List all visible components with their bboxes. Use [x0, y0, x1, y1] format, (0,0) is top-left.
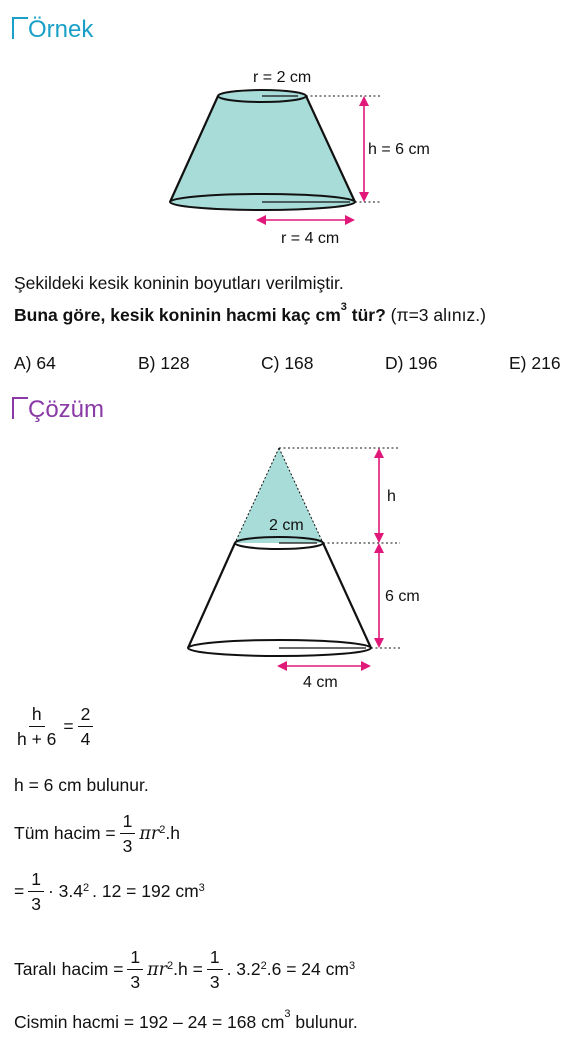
h-result: h = 6 cm bulunur.	[14, 775, 149, 795]
shaded-volume-calc: Taralı hacim = $\frac{1}{3}$ πr $^2$ .h = $\frac{1}{3}$ . 3.2 $^2$ .6 = 24 cm $^3$	[14, 947, 356, 993]
cozum-heading: Çözüm	[28, 396, 105, 423]
problem-statement: Şekildeki kesik koninin boyutları verilmiştir.	[14, 273, 344, 293]
ratio-left: $\frac{h}{h + 6}$	[17, 704, 57, 750]
h-label: h	[387, 488, 396, 505]
cozum-bracket	[12, 397, 28, 419]
mid-radius-label: 2 cm	[269, 517, 304, 534]
body-volume: Cismin hacmi = 192 – 24 = 168 $cm^3$ bulunur.	[14, 1008, 358, 1032]
cone-figure	[180, 440, 440, 695]
choice-b[interactable]: B) 128	[138, 353, 190, 373]
height-label: h = 6 cm	[368, 141, 430, 158]
frustum-figure	[150, 62, 450, 252]
ornek-heading: Örnek	[28, 16, 94, 43]
ratio-right: $\frac{2}{4}$	[78, 705, 94, 749]
bottom-radius-label: r = 4 cm	[281, 230, 340, 247]
total-volume-calc: = $\frac{1}{3}$ · 3.4 $^2$ . 12 = 192 cm $^3$	[14, 869, 205, 915]
total-volume-formula: Tüm hacim = $\frac{1}{3}$ πr $^2$ .h	[14, 811, 180, 857]
ornek-bracket	[12, 17, 28, 39]
problem-question: Buna göre, kesik koninin hacmi kaç $cm^3$ tür? (π=3 alınız.)	[14, 301, 486, 325]
choice-a[interactable]: A) 64	[14, 353, 56, 373]
ratio-equation: $\frac{h}{h + 6}$ = $\frac{2}{4}$	[14, 705, 97, 749]
choice-c[interactable]: C) 168	[261, 353, 314, 373]
choice-d[interactable]: D) 196	[385, 353, 438, 373]
choice-e[interactable]: E) 216	[509, 353, 561, 373]
bottom-radius-label: 4 cm	[303, 674, 338, 691]
top-radius-label: r = 2 cm	[253, 69, 312, 86]
lower-height-label: 6 cm	[385, 588, 420, 605]
